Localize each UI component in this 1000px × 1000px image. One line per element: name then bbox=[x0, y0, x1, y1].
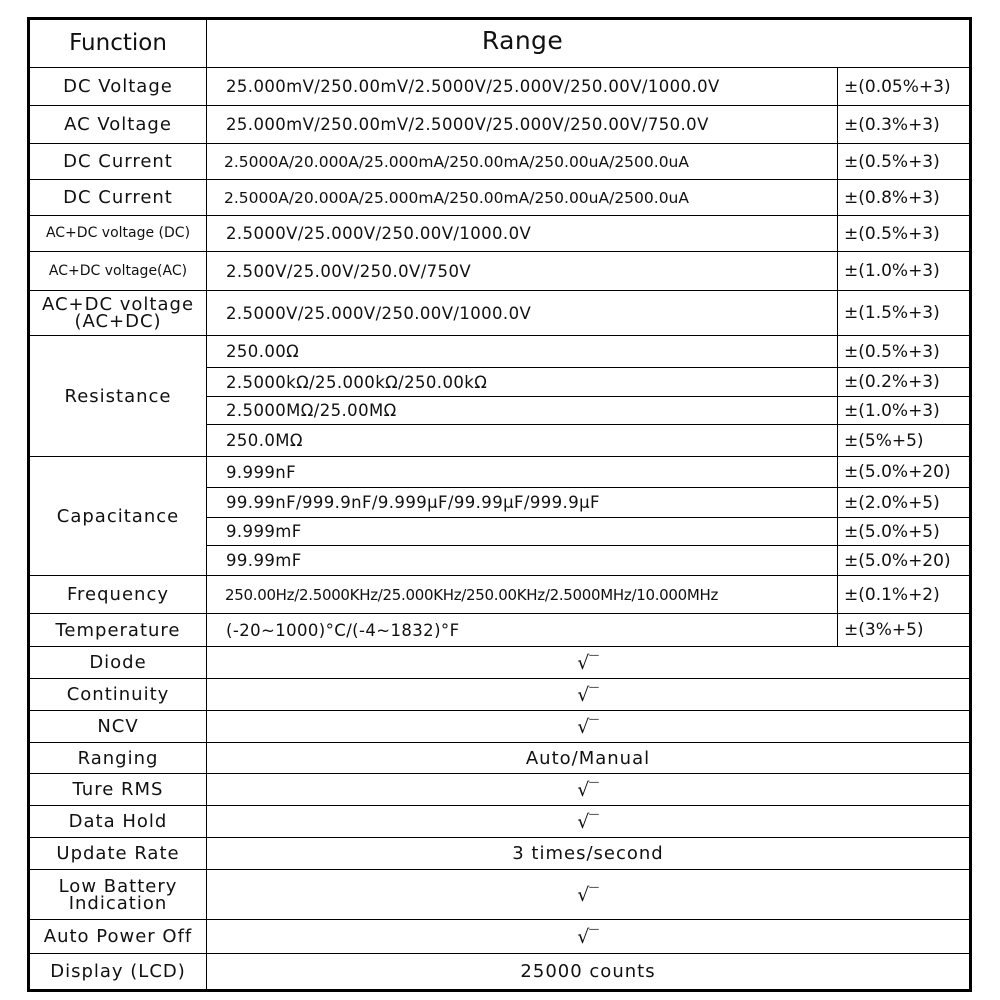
table-row bbox=[207, 517, 969, 545]
range-cell: 2.5000A/20.000A/25.000mA/250.00mA/250.00uA/2500.0uA bbox=[207, 144, 838, 179]
table-row bbox=[30, 613, 969, 646]
function-cell: AC Voltage bbox=[30, 106, 207, 143]
function-cell: Resistance bbox=[30, 336, 207, 456]
function-cell: Display (LCD) bbox=[30, 954, 207, 989]
header-function: Function bbox=[30, 20, 207, 67]
accuracy-cell: ±(0.5%+3) bbox=[844, 223, 940, 244]
range-cell: 9.999mF bbox=[207, 518, 838, 545]
function-cell: AC+DC voltage (DC) bbox=[30, 216, 207, 251]
range-cell: 2.5000A/20.000A/25.000mA/250.00mA/250.00uA/2500.0uA bbox=[207, 180, 838, 215]
feature-row bbox=[30, 678, 969, 710]
range-cell: 99.99nF/999.9nF/9.999μF/99.99μF/999.9μF bbox=[207, 488, 838, 517]
accuracy-cell: ±(2.0%+5) bbox=[844, 492, 940, 513]
table-row bbox=[30, 105, 969, 143]
accuracy-cell: ±(5%+5) bbox=[844, 430, 924, 451]
table-row bbox=[30, 575, 969, 613]
function-line1: Low Battery bbox=[58, 875, 178, 897]
table-row bbox=[207, 367, 969, 396]
checkmark-icon: √‾ bbox=[577, 715, 599, 738]
accuracy-cell: ±(5.0%+20) bbox=[844, 550, 951, 571]
checkmark-icon: √‾ bbox=[577, 883, 599, 906]
resistance-group bbox=[30, 335, 969, 456]
feature-value: 3 times/second bbox=[512, 843, 664, 864]
range-cell: (-20~1000)°C/(-4~1832)°F bbox=[207, 614, 838, 646]
range-cell: 250.0MΩ bbox=[207, 425, 838, 456]
feature-row bbox=[30, 919, 969, 953]
accuracy-cell: ±(0.3%+3) bbox=[844, 114, 940, 135]
accuracy-cell: ±(5.0%+5) bbox=[844, 521, 940, 542]
header-row bbox=[30, 20, 969, 67]
checkmark-icon: √‾ bbox=[577, 683, 599, 706]
accuracy-cell: ±(1.0%+3) bbox=[844, 400, 940, 421]
table-row bbox=[207, 457, 969, 487]
range-cell: 2.500V/25.00V/250.0V/750V bbox=[207, 252, 838, 290]
feature-row bbox=[30, 646, 969, 678]
accuracy-cell: ±(0.8%+3) bbox=[844, 187, 940, 208]
function-cell: DC Voltage bbox=[30, 68, 207, 105]
checkmark-icon: √‾ bbox=[577, 778, 599, 801]
accuracy-cell: ±(0.2%+3) bbox=[844, 372, 940, 392]
range-cell: 99.99mF bbox=[207, 546, 838, 575]
table-row bbox=[207, 336, 969, 367]
checkmark-icon: √‾ bbox=[577, 651, 599, 674]
table-row bbox=[30, 179, 969, 215]
feature-row bbox=[30, 710, 969, 742]
accuracy-cell: ±(5.0%+20) bbox=[844, 462, 951, 482]
range-cell: 2.5000MΩ/25.00MΩ bbox=[207, 397, 838, 424]
table-row bbox=[30, 290, 969, 335]
capacitance-group bbox=[30, 456, 969, 575]
range-cell: 9.999nF bbox=[207, 457, 838, 487]
table-row bbox=[207, 424, 969, 456]
function-cell: Update Rate bbox=[30, 838, 207, 869]
function-cell bbox=[30, 870, 207, 919]
function-line2: Indication bbox=[68, 892, 168, 914]
accuracy-cell: ±(3%+5) bbox=[844, 620, 924, 640]
accuracy-cell: ±(1.5%+3) bbox=[844, 303, 940, 323]
function-cell: Capacitance bbox=[30, 457, 207, 575]
feature-row bbox=[30, 773, 969, 805]
table-row bbox=[207, 487, 969, 517]
accuracy-cell: ±(0.5%+3) bbox=[844, 341, 940, 362]
table-row bbox=[30, 143, 969, 179]
accuracy-cell: ±(0.5%+3) bbox=[844, 151, 940, 172]
function-cell: NCV bbox=[30, 711, 207, 742]
feature-value: 25000 counts bbox=[520, 961, 656, 982]
checkmark-icon: √‾ bbox=[577, 925, 599, 948]
function-cell: Diode bbox=[30, 647, 207, 678]
range-cell: 250.00Ω bbox=[207, 336, 838, 367]
function-cell: Temperature bbox=[30, 614, 207, 646]
function-cell bbox=[30, 291, 207, 335]
range-cell: 2.5000V/25.000V/250.00V/1000.0V bbox=[207, 291, 838, 335]
feature-row bbox=[30, 837, 969, 869]
table-row bbox=[207, 396, 969, 424]
function-cell: DC Current bbox=[30, 144, 207, 179]
table-row bbox=[30, 251, 969, 290]
accuracy-cell: ±(0.05%+3) bbox=[844, 76, 951, 97]
range-cell: 25.000mV/250.00mV/2.5000V/25.000V/250.00V/1000.0V bbox=[207, 68, 838, 105]
function-cell: DC Current bbox=[30, 180, 207, 215]
table-row bbox=[207, 545, 969, 575]
table-row bbox=[30, 67, 969, 105]
function-cell: Data Hold bbox=[30, 806, 207, 837]
function-cell: Continuity bbox=[30, 679, 207, 710]
checkmark-icon: √‾ bbox=[577, 810, 599, 833]
function-cell: Auto Power Off bbox=[30, 920, 207, 953]
spec-table bbox=[27, 17, 972, 992]
function-cell: Frequency bbox=[30, 576, 207, 613]
range-cell: 25.000mV/250.00mV/2.5000V/25.000V/250.00V/750.0V bbox=[207, 106, 838, 143]
range-cell: 250.00Hz/2.5000KHz/25.000KHz/250.00KHz/2.5000MHz/10.000MHz bbox=[207, 576, 838, 613]
feature-row bbox=[30, 805, 969, 837]
table-row bbox=[30, 215, 969, 251]
feature-row bbox=[30, 953, 969, 989]
function-cell: Ture RMS bbox=[30, 774, 207, 805]
function-cell: Ranging bbox=[30, 743, 207, 773]
range-cell: 2.5000kΩ/25.000kΩ/250.00kΩ bbox=[207, 368, 838, 396]
feature-row bbox=[30, 742, 969, 773]
header-range: Range bbox=[207, 20, 838, 67]
feature-value: Auto/Manual bbox=[525, 747, 651, 769]
accuracy-cell: ±(0.1%+2) bbox=[844, 584, 940, 605]
header-accuracy bbox=[838, 20, 969, 67]
range-cell: 2.5000V/25.000V/250.00V/1000.0V bbox=[207, 216, 838, 251]
feature-row bbox=[30, 869, 969, 919]
accuracy-cell: ±(1.0%+3) bbox=[844, 261, 940, 281]
function-line1: AC+DC voltage bbox=[41, 294, 195, 315]
function-cell: AC+DC voltage(AC) bbox=[30, 252, 207, 290]
function-line2: (AC+DC) bbox=[74, 311, 162, 332]
